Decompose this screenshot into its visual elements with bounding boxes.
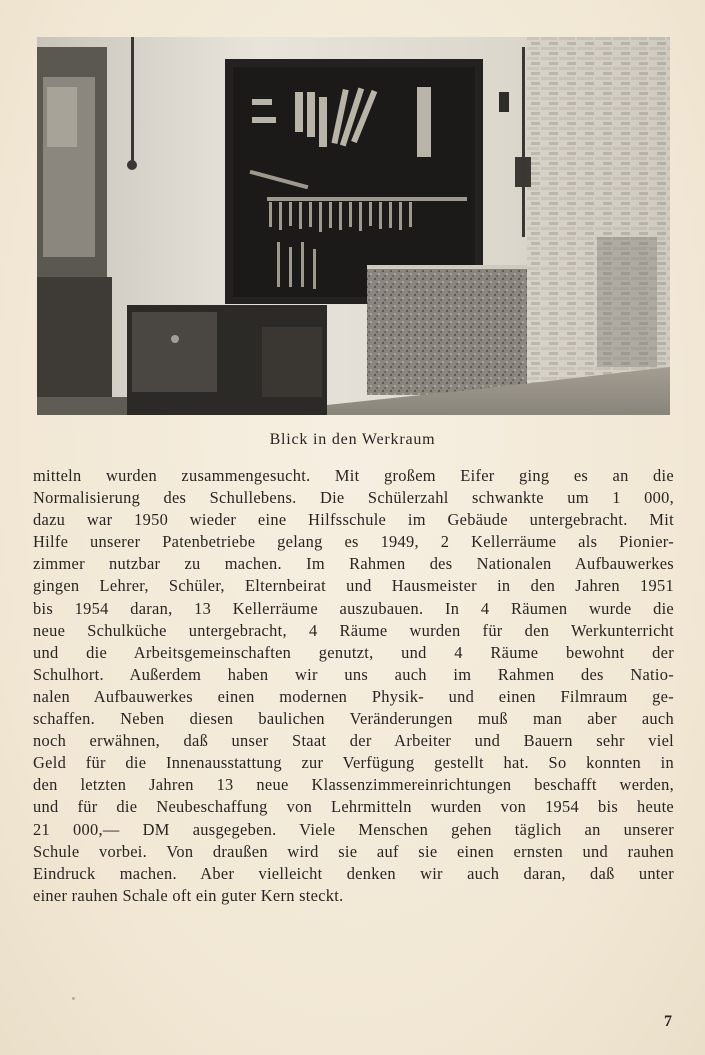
text-line: Hilfe unserer Patenbetriebe gelang es 1949, 2 Kellerräume als Pionier-	[33, 532, 674, 552]
text-line: neue Schulküche untergebracht, 4 Räume wurden für den Werkunterricht	[33, 620, 674, 640]
text-line: bis 1954 daran, 13 Kellerräume auszubauen. In 4 Räumen wurde die	[33, 598, 674, 618]
text-line: mitteln wurden zusammengesucht. Mit großem Eifer ging es an die	[33, 466, 674, 485]
paper-speck	[72, 997, 75, 1000]
text-line: nalen Aufbauwerkes einen modernen Physik- und einen Filmraum ge-	[33, 686, 674, 706]
body-text	[33, 465, 674, 907]
text-line: zimmer nutzbar zu machen. Im Rahmen des Nationalen Aufbauwerkes	[33, 554, 674, 574]
text-line: und für die Neubeschaffung von Lehrmitteln wurden von 1954 bis heute	[33, 797, 674, 817]
text-line: den letzten Jahren 13 neue Klassenzimmereinrichtungen beschafft werden,	[33, 775, 674, 795]
text-line: Normalisierung des Schullebens. Die Schülerzahl schwankte um 1 000,	[33, 488, 674, 508]
text-line: Geld für die Innenausstattung zur Verfügung gestellt hat. So konnten in	[33, 753, 674, 773]
text-line: Eindruck machen. Aber vielleicht denken wir auch daran, daß unter	[33, 863, 674, 883]
text-line: schaffen. Neben diesen baulichen Veränderungen muß man aber auch	[33, 709, 674, 729]
text-line: Schule vorbei. Von draußen wird sie auf sie einen ernsten und rauhen	[33, 841, 674, 861]
text-line: einer rauhen Schale oft ein guter Kern steckt.	[33, 885, 344, 905]
text-line: gingen Lehrer, Schüler, Elternbeirat und Hausmeister in den Jahren 1951	[33, 576, 674, 596]
text-line: 21 000,— DM ausgegeben. Viele Menschen gehen täglich an unserer	[33, 819, 674, 839]
text-line: dazu war 1950 wieder eine Hilfsschule im Gebäude untergebracht. Mit	[33, 510, 674, 530]
photo-caption: Blick in den Werkraum	[269, 431, 436, 448]
text-line: noch erwähnen, daß unser Staat der Arbeiter und Bauern sehr viel	[33, 731, 674, 751]
text-line: und die Arbeitsgemeinschaften genutzt, und 4 Räume bewohnt der	[33, 642, 674, 662]
workshop-photo	[37, 37, 670, 415]
page-number: 7	[664, 1013, 672, 1030]
text-line: Schulhort. Außerdem haben wir uns auch im Rahmen des Natio-	[33, 664, 674, 684]
